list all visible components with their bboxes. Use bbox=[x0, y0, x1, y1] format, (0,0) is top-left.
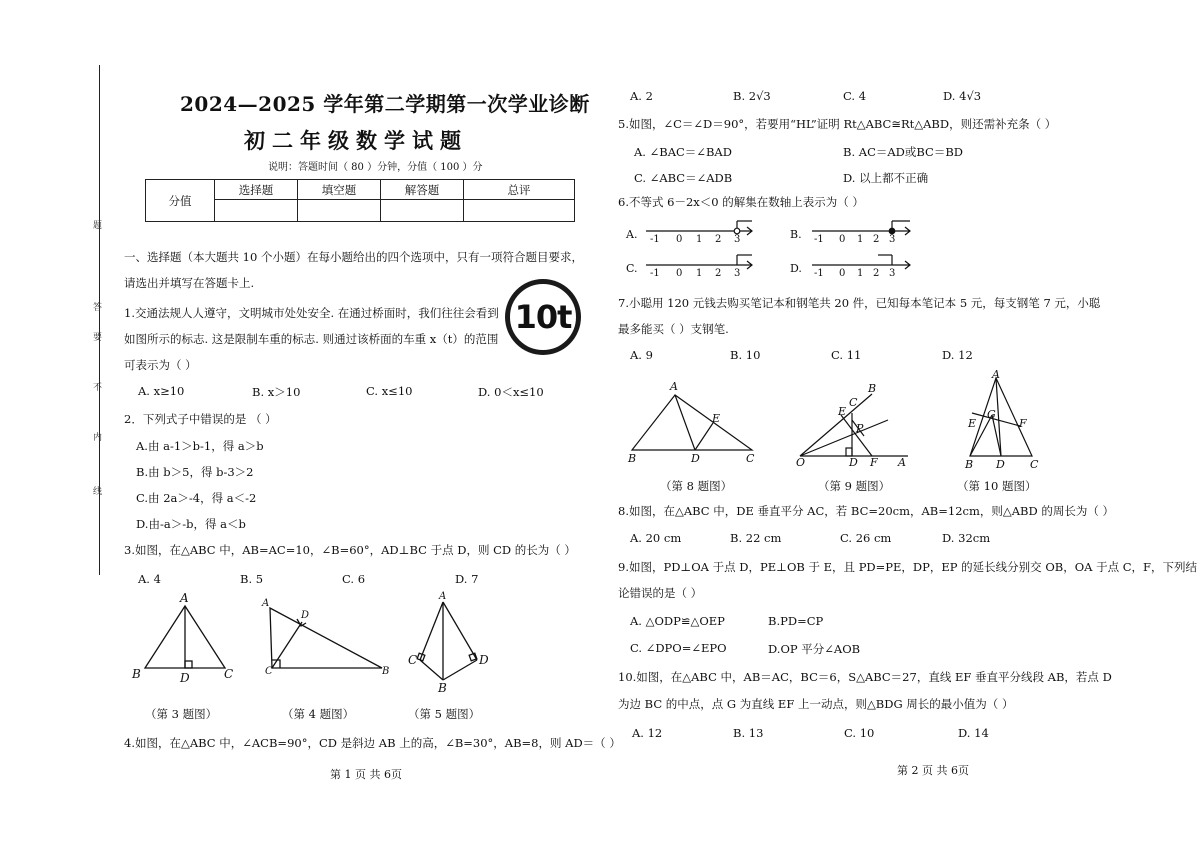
tick-label: 3 bbox=[734, 268, 741, 279]
q5-option-b[interactable]: B. AC＝AD或BC＝BD bbox=[843, 145, 964, 159]
fig4-altitude bbox=[272, 622, 302, 668]
q6-stem: 6.不等式 6－2x＜0 的解集在数轴上表示为（ ） bbox=[618, 195, 864, 209]
fig4-label: A bbox=[262, 598, 270, 609]
exam-subtitle: 初二年级数学试题 bbox=[244, 128, 468, 153]
q7-line1: 7.小聪用 120 元钱去购买笔记本和钢笔共 20 件，已知每本笔记本 5 元，每支钢笔 7 元，小聪 bbox=[618, 296, 1101, 310]
fig3-right-angle bbox=[185, 661, 192, 668]
fig8-label: E bbox=[712, 412, 721, 425]
fig5-caption: （第 5 题图） bbox=[408, 707, 481, 721]
tick-label: 0 bbox=[676, 268, 683, 279]
q8-stem: 8.如图，在△ABC 中，DE 垂直平分 AC，若 BC=20cm，AB=12cm，则△ABD 的周长为（ ） bbox=[618, 504, 1115, 518]
fig8-caption: （第 8 题图） bbox=[660, 479, 733, 493]
fig4-caption: （第 4 题图） bbox=[282, 707, 355, 721]
tick-label: 3 bbox=[889, 268, 896, 279]
q6-option-a[interactable]: A. bbox=[626, 228, 638, 241]
fig10-caption: （第 10 题图） bbox=[957, 479, 1037, 493]
tick-label: 2 bbox=[715, 234, 722, 245]
q2-option-c[interactable]: C.由 2a＞-4，得 a＜-2 bbox=[136, 491, 257, 505]
score-cell[interactable] bbox=[215, 200, 298, 222]
fig3-label: C bbox=[224, 667, 234, 681]
q1-line2: 如图所示的标志. 这是限制车重的标志. 则通过该桥面的车重 x（t）的范围 bbox=[124, 332, 499, 346]
fig4-label: B bbox=[382, 666, 390, 677]
fig9-caption: （第 9 题图） bbox=[818, 479, 891, 493]
weight-limit-sign-icon bbox=[505, 279, 581, 355]
q6-number-lines bbox=[620, 215, 920, 283]
score-row-label: 分值 bbox=[146, 180, 215, 222]
score-col-total: 总评 bbox=[464, 180, 575, 200]
q8-option-c[interactable]: C. 26 cm bbox=[840, 531, 892, 545]
figures-3-4-5 bbox=[120, 588, 500, 700]
fig3-caption: （第 3 题图） bbox=[145, 707, 218, 721]
tick-label: -1 bbox=[650, 234, 660, 245]
fig10-label: G bbox=[987, 408, 996, 421]
score-col-choice: 选择题 bbox=[215, 180, 298, 200]
tick-label: -1 bbox=[814, 268, 824, 279]
fig10-label: E bbox=[968, 417, 977, 430]
binding-line bbox=[99, 65, 100, 575]
fig10-label: F bbox=[1019, 417, 1027, 430]
fig3-label: D bbox=[180, 671, 190, 685]
fig8-label: A bbox=[670, 380, 678, 393]
q1-option-a[interactable]: A. x≥10 bbox=[138, 384, 185, 398]
q1-option-c[interactable]: C. x≤10 bbox=[366, 384, 413, 398]
fig9-label: O bbox=[796, 456, 806, 469]
fig9-label: A bbox=[898, 456, 906, 469]
tick-label: 3 bbox=[889, 234, 896, 245]
q5-option-d[interactable]: D. 以上都不正确 bbox=[843, 171, 929, 185]
q1-line3: 可表示为（ ） bbox=[124, 358, 197, 372]
q4-option-b[interactable]: B. 2√3 bbox=[733, 89, 771, 103]
q3-option-b[interactable]: B. 5 bbox=[240, 572, 264, 586]
q4-option-d[interactable]: D. 4√3 bbox=[943, 89, 982, 103]
q10-line2: 为边 BC 的中点，点 G 为直线 EF 上一动点，则△BDG 周长的最小值为（ ） bbox=[618, 697, 1014, 711]
fig8-label: D bbox=[691, 452, 700, 465]
fig3-label: A bbox=[180, 591, 189, 605]
fig5-label: C bbox=[408, 653, 418, 667]
binding-char: 要 bbox=[93, 333, 103, 343]
q4-option-c[interactable]: C. 4 bbox=[843, 89, 867, 103]
fig4-label: D bbox=[301, 610, 310, 621]
q10-option-c[interactable]: C. 10 bbox=[844, 726, 875, 740]
q1-line1: 1.交通法规人人遵守，文明城市处处安全. 在通过桥面时，我们往往会看到 bbox=[124, 306, 499, 320]
section1-title: 一、选择题（本大题共 10 个小题）在每小题给出的四个选项中，只有一项符合题目要求， bbox=[124, 250, 583, 264]
q6-option-b[interactable]: B. bbox=[790, 228, 802, 241]
page-footer-right: 第 2 页 共 6页 bbox=[897, 764, 969, 777]
fig9-label: B bbox=[868, 382, 877, 395]
binding-char: 线 bbox=[93, 487, 103, 497]
q10-line1: 10.如图，在△ABC 中，AB＝AC，BC＝6，S△ABC＝27，直线 EF 垂直平分线段 AB，若点 D bbox=[618, 670, 1112, 684]
fig5-label: A bbox=[439, 591, 447, 602]
fig9-label: D bbox=[849, 456, 858, 469]
q10-option-a[interactable]: A. 12 bbox=[632, 726, 663, 740]
fig5-label: D bbox=[479, 653, 489, 667]
fig9-label: F bbox=[870, 456, 878, 469]
figures-8-9-10 bbox=[620, 368, 1060, 476]
q9-option-d[interactable]: D.OP 平分∠AOB bbox=[768, 642, 861, 656]
q7-line2: 最多能买（ ）支钢笔. bbox=[618, 322, 729, 336]
q9-option-a[interactable]: A. △ODP≌△OEP bbox=[630, 614, 725, 628]
tick-label: 0 bbox=[676, 234, 683, 245]
fig5-label: B bbox=[438, 681, 447, 695]
fig10-label: D bbox=[996, 458, 1005, 471]
q5-stem: 5.如图，∠C＝∠D＝90°，若要用“HL”证明 Rt△ABC≅Rt△ABD，则还需补充条（ ） bbox=[618, 117, 1057, 131]
score-cell[interactable] bbox=[464, 200, 575, 222]
section1-title-cont: 请选出并填写在答题卡上. bbox=[124, 276, 255, 290]
sign-text: 10t bbox=[514, 298, 572, 336]
tick-label: 0 bbox=[839, 234, 846, 245]
q7-option-c[interactable]: C. 11 bbox=[831, 348, 862, 362]
tick-label: 2 bbox=[873, 268, 880, 279]
tick-label: -1 bbox=[814, 234, 824, 245]
q10-option-b[interactable]: B. 13 bbox=[733, 726, 764, 740]
tick-label: 1 bbox=[696, 234, 703, 245]
q2-stem: 2．下列式子中错误的是 （ ） bbox=[124, 412, 277, 426]
q10-option-d[interactable]: D. 14 bbox=[958, 726, 989, 740]
q6-option-d[interactable]: D. bbox=[790, 262, 802, 275]
fig9-label: P bbox=[856, 422, 864, 435]
score-table bbox=[145, 179, 575, 222]
q3-option-a[interactable]: A. 4 bbox=[138, 572, 161, 586]
tick-label: 2 bbox=[715, 268, 722, 279]
score-cell[interactable] bbox=[298, 200, 381, 222]
q4-option-a[interactable]: A. 2 bbox=[630, 89, 653, 103]
exam-note: 说明：答题时间（ 80 ）分钟，分值（ 100 ）分 bbox=[268, 162, 483, 173]
q5-option-a[interactable]: A. ∠BAC＝∠BAD bbox=[634, 145, 732, 159]
q9-option-c[interactable]: C. ∠DPO=∠EPO bbox=[630, 641, 727, 655]
binding-char: 答 bbox=[93, 303, 103, 313]
tick-label: 3 bbox=[734, 234, 741, 245]
tick-label: 0 bbox=[839, 268, 846, 279]
q3-option-c[interactable]: C. 6 bbox=[342, 572, 366, 586]
q2-option-b[interactable]: B.由 b＞5，得 b-3＞2 bbox=[136, 465, 254, 479]
tick-label: 1 bbox=[857, 268, 864, 279]
fig8-label: C bbox=[746, 452, 755, 465]
q6-option-c[interactable]: C. bbox=[626, 262, 638, 275]
q1-option-d[interactable]: D. 0＜x≤10 bbox=[478, 385, 544, 399]
fig10-label: B bbox=[965, 458, 974, 471]
score-col-fill: 填空题 bbox=[298, 180, 381, 200]
fig4-label: C bbox=[265, 666, 273, 677]
q7-option-b[interactable]: B. 10 bbox=[730, 348, 761, 362]
tick-label: -1 bbox=[650, 268, 660, 279]
q3-option-d[interactable]: D. 7 bbox=[455, 572, 479, 586]
fig8-label: B bbox=[628, 452, 637, 465]
page-footer-left: 第 1 页 共 6页 bbox=[330, 768, 402, 781]
q7-option-a[interactable]: A. 9 bbox=[630, 348, 653, 362]
q2-option-a[interactable]: A.由 a-1＞b-1，得 a＞b bbox=[136, 439, 264, 453]
q8-option-a[interactable]: A. 20 cm bbox=[630, 531, 682, 545]
fig10-label: A bbox=[992, 368, 1000, 381]
q9-line2: 论错误的是（ ） bbox=[618, 586, 703, 600]
tick-label: 2 bbox=[873, 234, 880, 245]
q1-option-b[interactable]: B. x＞10 bbox=[252, 385, 301, 399]
tick-label: 1 bbox=[857, 234, 864, 245]
score-col-answer: 解答题 bbox=[381, 180, 464, 200]
q3-stem: 3.如图，在△ABC 中，AB=AC=10，∠B=60°，AD⊥BC 于点 D，则 CD 的长为（ ） bbox=[124, 543, 576, 557]
q4-stem: 4.如图，在△ABC 中，∠ACB=90°，CD 是斜边 AB 上的高，∠B=30°，AB=8，则 AD＝（ ） bbox=[124, 736, 621, 750]
score-cell[interactable] bbox=[381, 200, 464, 222]
q9-line1: 9.如图，PD⊥OA 于点 D，PE⊥OB 于 E，且 PD=PE，DP，EP 的延长线分别交 OB，OA 于点 C，F，下列结 bbox=[618, 560, 1198, 574]
fig9-label: E bbox=[838, 405, 847, 418]
binding-char: 不 bbox=[93, 383, 103, 393]
tick-label: 1 bbox=[696, 268, 703, 279]
fig10-label: C bbox=[1030, 458, 1039, 471]
q2-option-d[interactable]: D.由-a＞-b，得 a＜b bbox=[136, 517, 246, 531]
q9-option-b[interactable]: B.PD=CP bbox=[768, 614, 824, 628]
exam-title: 2024—2025 学年第二学期第一次学业诊断 bbox=[180, 92, 590, 116]
binding-char: 题 bbox=[93, 221, 103, 231]
binding-char: 内 bbox=[93, 433, 103, 443]
q8-option-b[interactable]: B. 22 cm bbox=[730, 531, 782, 545]
fig4-triangle bbox=[270, 608, 382, 668]
fig3-label: B bbox=[132, 667, 141, 681]
q7-option-d[interactable]: D. 12 bbox=[942, 348, 973, 362]
q5-option-c[interactable]: C. ∠ABC＝∠ADB bbox=[634, 171, 733, 185]
fig9-label: C bbox=[849, 396, 858, 409]
q8-option-d[interactable]: D. 32cm bbox=[942, 531, 991, 545]
